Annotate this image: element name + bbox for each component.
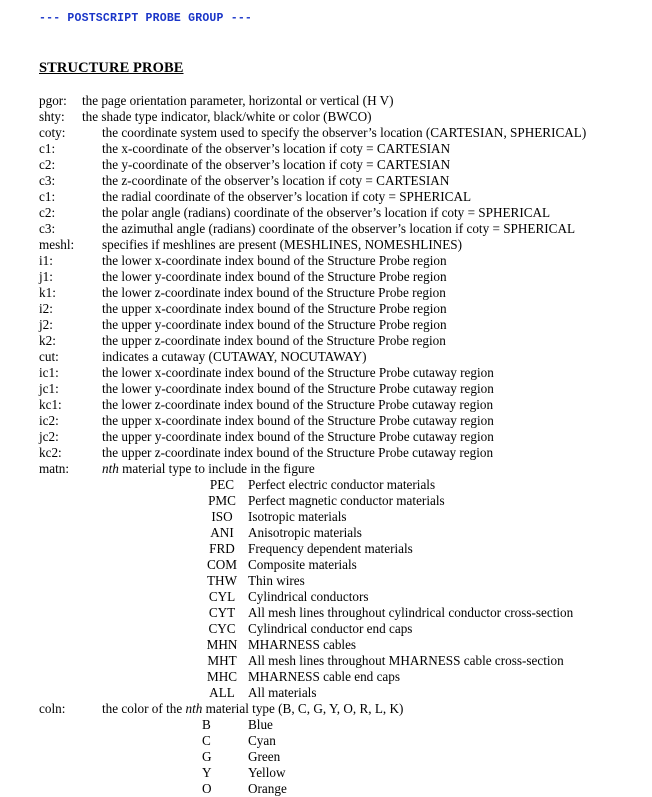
param-row	[39, 269, 639, 285]
param-row	[39, 253, 639, 269]
param-row	[39, 285, 639, 301]
param-term: j2:	[39, 317, 53, 332]
param-desc: the upper y-coordinate index bound of the Structure Probe cutaway region	[102, 429, 494, 444]
color-item	[39, 717, 639, 733]
param-row	[39, 93, 639, 109]
color-code: Y	[202, 765, 212, 780]
material-item	[39, 605, 639, 621]
material-code: CYC	[208, 621, 236, 636]
param-term: k2:	[39, 333, 56, 348]
material-name: All materials	[248, 685, 317, 700]
param-term: c2:	[39, 205, 56, 220]
param-row	[39, 333, 639, 349]
material-item	[39, 573, 639, 589]
material-name: Thin wires	[248, 573, 305, 588]
param-row-coln	[39, 701, 639, 717]
material-name: Perfect electric conductor materials	[248, 477, 436, 492]
param-row	[39, 125, 639, 141]
param-desc: the lower x-coordinate index bound of the Structure Probe cutaway region	[102, 365, 494, 380]
param-row	[39, 429, 639, 445]
material-item	[39, 525, 639, 541]
param-term: cut:	[39, 349, 59, 364]
param-term: coty:	[39, 125, 66, 140]
material-code: MHN	[206, 637, 238, 652]
probe-group-header: --- POSTSCRIPT PROBE GROUP ---	[39, 12, 253, 25]
material-name: Cylindrical conductors	[248, 589, 369, 604]
material-code: MHC	[206, 669, 238, 684]
parameter-list	[39, 93, 639, 797]
param-term: coln:	[39, 701, 66, 716]
color-code: G	[202, 749, 212, 764]
param-term: ic1:	[39, 365, 59, 380]
param-desc: the upper x-coordinate index bound of the Structure Probe region	[102, 301, 447, 316]
param-term: ic2:	[39, 413, 59, 428]
param-row	[39, 397, 639, 413]
param-row	[39, 381, 639, 397]
param-desc: the polar angle (radians) coordinate of the observer’s location if coty = SPHERICAL	[102, 205, 551, 220]
material-item	[39, 557, 639, 573]
param-row	[39, 365, 639, 381]
param-term: shty:	[39, 109, 65, 124]
color-code: O	[202, 781, 212, 796]
param-desc: the upper z-coordinate index bound of the Structure Probe cutaway region	[102, 445, 494, 460]
material-item	[39, 541, 639, 557]
param-row	[39, 349, 639, 365]
material-code: CYL	[208, 589, 236, 604]
param-desc: indicates a cutaway (CUTAWAY, NOCUTAWAY)	[102, 349, 367, 364]
material-name: Cylindrical conductor end caps	[248, 621, 413, 636]
color-item	[39, 749, 639, 765]
material-name: All mesh lines throughout MHARNESS cable cross-section	[248, 653, 564, 668]
param-term: k1:	[39, 285, 56, 300]
param-desc: the lower y-coordinate index bound of the Structure Probe cutaway region	[102, 381, 494, 396]
material-item	[39, 477, 639, 493]
param-row	[39, 445, 639, 461]
color-name: Blue	[248, 717, 273, 732]
param-desc: the x-coordinate of the observer’s location if coty = CARTESIAN	[102, 141, 451, 156]
param-term: jc2:	[39, 429, 59, 444]
param-desc: the shade type indicator, black/white or color (BWCO)	[82, 109, 372, 124]
param-row	[39, 141, 639, 157]
color-code: C	[202, 733, 211, 748]
param-row	[39, 221, 639, 237]
param-term: j1:	[39, 269, 53, 284]
param-row	[39, 189, 639, 205]
param-term: jc1:	[39, 381, 59, 396]
nth-emphasis: nth	[102, 461, 119, 476]
material-name: Composite materials	[248, 557, 357, 572]
param-term: kc1:	[39, 397, 62, 412]
param-desc: the upper x-coordinate index bound of the Structure Probe cutaway region	[102, 413, 494, 428]
material-code: ALL	[209, 685, 235, 700]
color-name: Yellow	[248, 765, 286, 780]
color-code: B	[202, 717, 211, 732]
material-item	[39, 621, 639, 637]
param-term: i1:	[39, 253, 53, 268]
material-code: PEC	[209, 477, 235, 492]
material-item	[39, 685, 639, 701]
material-item	[39, 637, 639, 653]
material-code: COM	[206, 557, 238, 572]
material-code: ANI	[210, 525, 234, 540]
color-name: Orange	[248, 781, 287, 796]
material-name: MHARNESS cable end caps	[248, 669, 400, 684]
param-term: c1:	[39, 141, 56, 156]
param-desc: the z-coordinate of the observer’s location if coty = CARTESIAN	[102, 173, 450, 188]
param-desc: the page orientation parameter, horizontal or vertical (H V)	[82, 93, 394, 108]
param-desc: the upper z-coordinate index bound of the Structure Probe region	[102, 333, 446, 348]
param-term: c2:	[39, 157, 56, 172]
material-code: ISO	[211, 509, 233, 524]
param-row	[39, 205, 639, 221]
param-row	[39, 109, 639, 125]
param-row	[39, 173, 639, 189]
param-term: kc2:	[39, 445, 62, 460]
param-term: pgor:	[39, 93, 67, 108]
param-desc-rest: material type to include in the figure	[118, 461, 315, 476]
material-code: CYT	[208, 605, 236, 620]
material-code: MHT	[207, 653, 237, 668]
param-desc: the y-coordinate of the observer’s location if coty = CARTESIAN	[102, 157, 451, 172]
material-item	[39, 493, 639, 509]
param-desc	[102, 701, 403, 717]
param-desc: the lower x-coordinate index bound of the Structure Probe region	[102, 253, 447, 268]
param-row	[39, 413, 639, 429]
param-desc: the azimuthal angle (radians) coordinate of the observer’s location if coty = SPHERICAL	[102, 221, 576, 236]
param-term: c3:	[39, 173, 56, 188]
material-name: Perfect magnetic conductor materials	[248, 493, 445, 508]
material-name: All mesh lines throughout cylindrical conductor cross-section	[248, 605, 574, 620]
param-desc: the upper y-coordinate index bound of the Structure Probe region	[102, 317, 447, 332]
param-row	[39, 157, 639, 173]
material-code: THW	[206, 573, 238, 588]
material-code: FRD	[209, 541, 235, 556]
param-desc: the radial coordinate of the observer’s location if coty = SPHERICAL	[102, 189, 472, 204]
param-term: meshl:	[39, 237, 75, 252]
param-desc-rest: material type (B, C, G, Y, O, R, L, K)	[202, 701, 404, 716]
color-item	[39, 733, 639, 749]
color-name: Cyan	[248, 733, 276, 748]
param-desc: specifies if meshlines are present (MESHLINES, NOMESHLINES)	[102, 237, 463, 252]
material-name: Isotropic materials	[248, 509, 347, 524]
nth-emphasis: nth	[185, 701, 203, 716]
material-name: MHARNESS cables	[248, 637, 357, 652]
material-name: Frequency dependent materials	[248, 541, 413, 556]
material-code: PMC	[208, 493, 236, 508]
material-item	[39, 653, 639, 669]
material-item	[39, 589, 639, 605]
param-desc: the coordinate system used to specify the observer’s location (CARTESIAN, SPHERICAL)	[102, 125, 587, 140]
param-term: i2:	[39, 301, 53, 316]
param-desc: the lower z-coordinate index bound of the Structure Probe region	[102, 285, 446, 300]
param-row	[39, 237, 639, 253]
color-item	[39, 765, 639, 781]
param-row	[39, 301, 639, 317]
material-item	[39, 669, 639, 685]
section-title: STRUCTURE PROBE	[39, 60, 184, 76]
color-name: Green	[248, 749, 281, 764]
param-term: matn:	[39, 461, 70, 476]
param-row-matn	[39, 461, 639, 477]
material-name: Anisotropic materials	[248, 525, 362, 540]
material-item	[39, 509, 639, 525]
param-desc	[102, 461, 315, 477]
param-term: c1:	[39, 189, 56, 204]
param-desc: the lower z-coordinate index bound of the Structure Probe cutaway region	[102, 397, 494, 412]
param-row	[39, 317, 639, 333]
param-term: c3:	[39, 221, 56, 236]
param-desc-pre: the color of the	[102, 701, 186, 716]
param-desc: the lower y-coordinate index bound of the Structure Probe region	[102, 269, 447, 284]
